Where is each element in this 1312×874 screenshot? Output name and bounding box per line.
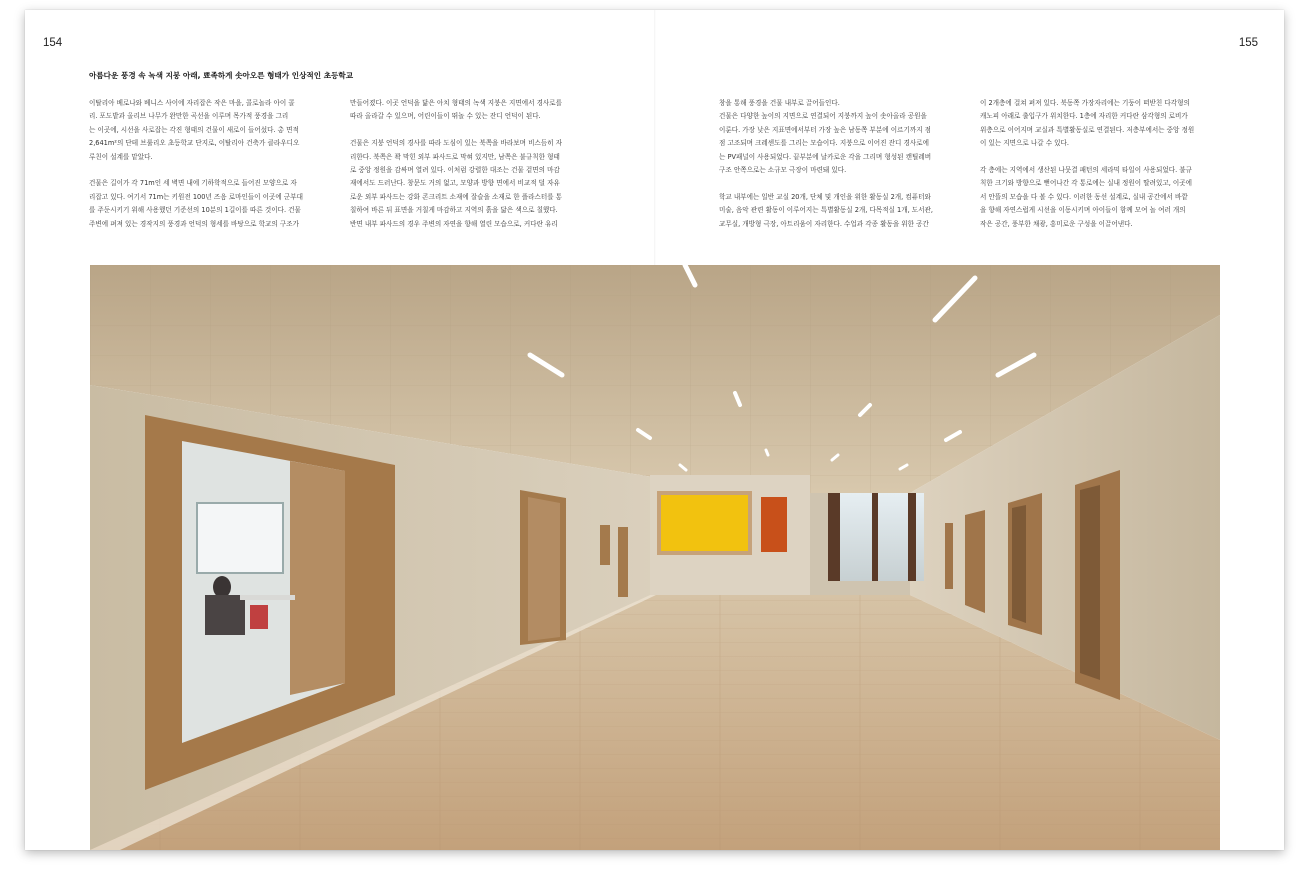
end-mullion <box>872 493 878 581</box>
text-line: 리한다. 북쪽은 꽉 막힌 외부 파사드로 막혀 있지만, 남쪽은 불규칙한 형태 <box>350 152 560 161</box>
door-frame <box>618 527 628 597</box>
red-chair <box>250 605 268 629</box>
text-column-1 <box>89 97 329 231</box>
text-line: 미술, 음악 관련 활동이 이루어지는 특별활동실 2개, 다목적실 1개, 도서관, <box>719 206 933 215</box>
text-line: 루친이 설계를 맡았다. <box>89 152 153 161</box>
door-frame-right <box>945 523 953 589</box>
paragraph <box>980 97 1220 151</box>
corridor-illustration <box>90 265 1220 850</box>
end-column <box>828 493 840 581</box>
text-line: 이탈리아 베로나와 베니스 사이에 자리잡은 작은 마을, 콜로놀라 아이 콜 <box>89 99 295 107</box>
paragraph <box>980 164 1220 231</box>
text-line: 작은 공간, 풍부한 채광, 흥미로운 구성을 이끌어낸다. <box>980 219 1133 228</box>
text-line: 칙한 크기와 방향으로 뻗어나간 각 통로에는 실내 정원이 딸려있고, 이곳에 <box>980 179 1193 188</box>
school-corridor-photo <box>90 265 1220 850</box>
window-jamb <box>290 461 345 695</box>
student-figure <box>205 595 245 635</box>
paragraph <box>350 137 590 231</box>
text-line: 재에서도 드러난다. 창문도 거의 없고, 모양과 방향 면에서 비교적 덜 자유 <box>350 179 560 188</box>
text-line: 2,641m²의 단테 브룰리오 초등학교 단지로, 이탈리아 건축가 클라우디오 <box>89 139 300 148</box>
text-line: 로운 외부 파사드는 강화 콘크리트 소재에 잘슬을 소재로 한 플라스터를 통 <box>350 192 563 201</box>
doorway-right-2-inner <box>1012 505 1026 623</box>
text-line: 구조 안쪽으로는 소규모 극장이 마련돼 있다. <box>719 166 847 175</box>
student-figure <box>213 576 231 598</box>
doorway-right-3 <box>965 510 985 613</box>
text-line: 는 PV패널이 사용되었다. 끝부분에 날카로운 각을 그리며 형성된 캔틸레버 <box>719 152 932 161</box>
text-line: 각 층에는 지역에서 생산된 나뭇결 패턴의 세라믹 타일이 사용되었다. 불규 <box>980 166 1193 175</box>
yellow-window <box>661 495 748 551</box>
page-number-right: 155 <box>1238 37 1258 49</box>
text-line: 교무실, 개방형 극장, 아트리움이 자리한다. 수업과 각종 활동을 위한 공간 <box>719 219 929 228</box>
text-line: 캐노피 아래로 출입구가 위치한다. 1층에 자리한 커다란 삼각형의 로비가 <box>980 112 1188 121</box>
paragraph <box>719 97 959 177</box>
paragraph <box>89 177 329 231</box>
text-line: 학교 내부에는 일반 교실 20개, 단체 및 개인을 위한 활동실 2개, 컴퓨터와 <box>719 192 931 201</box>
page-number-left: 154 <box>43 37 63 49</box>
text-line: 리. 포도밭과 올리브 나무가 완만한 곡선을 이루며 목가적 풍경을 그리 <box>89 112 289 121</box>
small-window <box>600 525 610 565</box>
paragraph <box>350 97 590 124</box>
text-line: 건물은 길이가 각 71m인 세 벽면 내에 기하학적으로 들어진 모양으로 자 <box>89 179 297 188</box>
text-line: 는 이곳에, 시선을 사로잡는 각진 형태의 건물이 새로이 들어섰다. 총 면적 <box>89 125 299 134</box>
text-line: 건물은 다양한 높이의 지면으로 연결되어 지붕까지 높이 솟아올라 공원을 <box>719 112 927 121</box>
text-line: 서 안뜰의 모습을 다 볼 수 있다. 이러한 동선 설계로, 실내 공간에서 바깥 <box>980 192 1188 201</box>
text-column-3 <box>719 97 959 231</box>
text-line: 로 중앙 정원을 감싸며 열려 있다. 이처럼 강렬한 대조는 건물 겉면의 마감 <box>350 166 560 175</box>
paragraph <box>89 97 329 164</box>
text-line: 를 주둔시키기 위해 사용했던 기준선의 10분의 1길이를 따른 것이다. 건물 <box>89 206 301 215</box>
desk <box>240 595 295 600</box>
ceiling-light <box>766 450 768 455</box>
whiteboard <box>197 503 283 573</box>
text-line: 이 있는 지면으로 나갈 수 있다. <box>980 139 1070 148</box>
text-line: 을 향해 자연스럽게 시선을 이동시키며 아이들이 함께 모여 놀 여러 개의 <box>980 206 1186 215</box>
text-line: 반면 내부 파사드의 경우 주변의 자연을 향해 열린 모습으로, 커다란 유리 <box>350 219 558 228</box>
text-column-2 <box>350 97 590 231</box>
text-column-4 <box>980 97 1220 231</box>
text-line: 리잡고 있다. 여기서 71m는 키원전 100년 즈음 로마인들이 이곳에 군부대 <box>89 192 303 201</box>
text-line: 이룬다. 가장 낮은 지표면에서부터 가장 높은 남동쪽 부분에 이르기까지 점 <box>719 125 932 134</box>
doorway-inner <box>528 497 560 641</box>
text-line: 따라 올라갈 수 있으며, 어린이들이 뛰놀 수 있는 잔디 언덕이 된다. <box>350 112 541 121</box>
magazine-spread <box>25 10 1284 850</box>
text-line: 이 2개층에 걸쳐 펴져 있다. 북동쪽 가장자리에는 기둥이 떠받친 다각형의 <box>980 99 1190 107</box>
text-line: 점 고조되며 크레센도를 그리는 모습이다. 지붕으로 이어진 잔디 경사로에 <box>719 139 929 148</box>
text-line: 주변에 펴져 있는 경작지의 풍경과 언덕의 형세를 바탕으로 학교의 구조가 <box>89 219 299 228</box>
doorway-right-inner <box>1080 485 1100 680</box>
text-line: 만들어졌다. 이곳 언덕을 닮은 아치 형태의 녹색 지붕은 지면에서 경사로를 <box>350 99 563 107</box>
article-headline: 아름다운 풍경 속 녹색 지붕 아래, 뾰족하게 솟아오른 형태가 인상적인 초등학교 <box>89 71 354 80</box>
paragraph <box>719 191 959 231</box>
text-line: 위층으로 이어지며 교실과 특별활동실로 연결된다. 저층부에서는 중앙 정원 <box>980 125 1195 134</box>
orange-window <box>761 497 787 552</box>
text-line: 칠하여 바른 뒤 표면을 거칠게 마감하고 지역의 흙을 닮은 색으로 칠했다. <box>350 206 558 215</box>
text-line: 건물은 지붕 언덕의 경사를 따라 도심이 있는 북쪽을 바라보며 비스듬히 자 <box>350 139 563 148</box>
text-line: 창을 통해 풍경을 건물 내부로 끌어들인다. <box>719 99 840 107</box>
end-mullion <box>908 493 916 581</box>
